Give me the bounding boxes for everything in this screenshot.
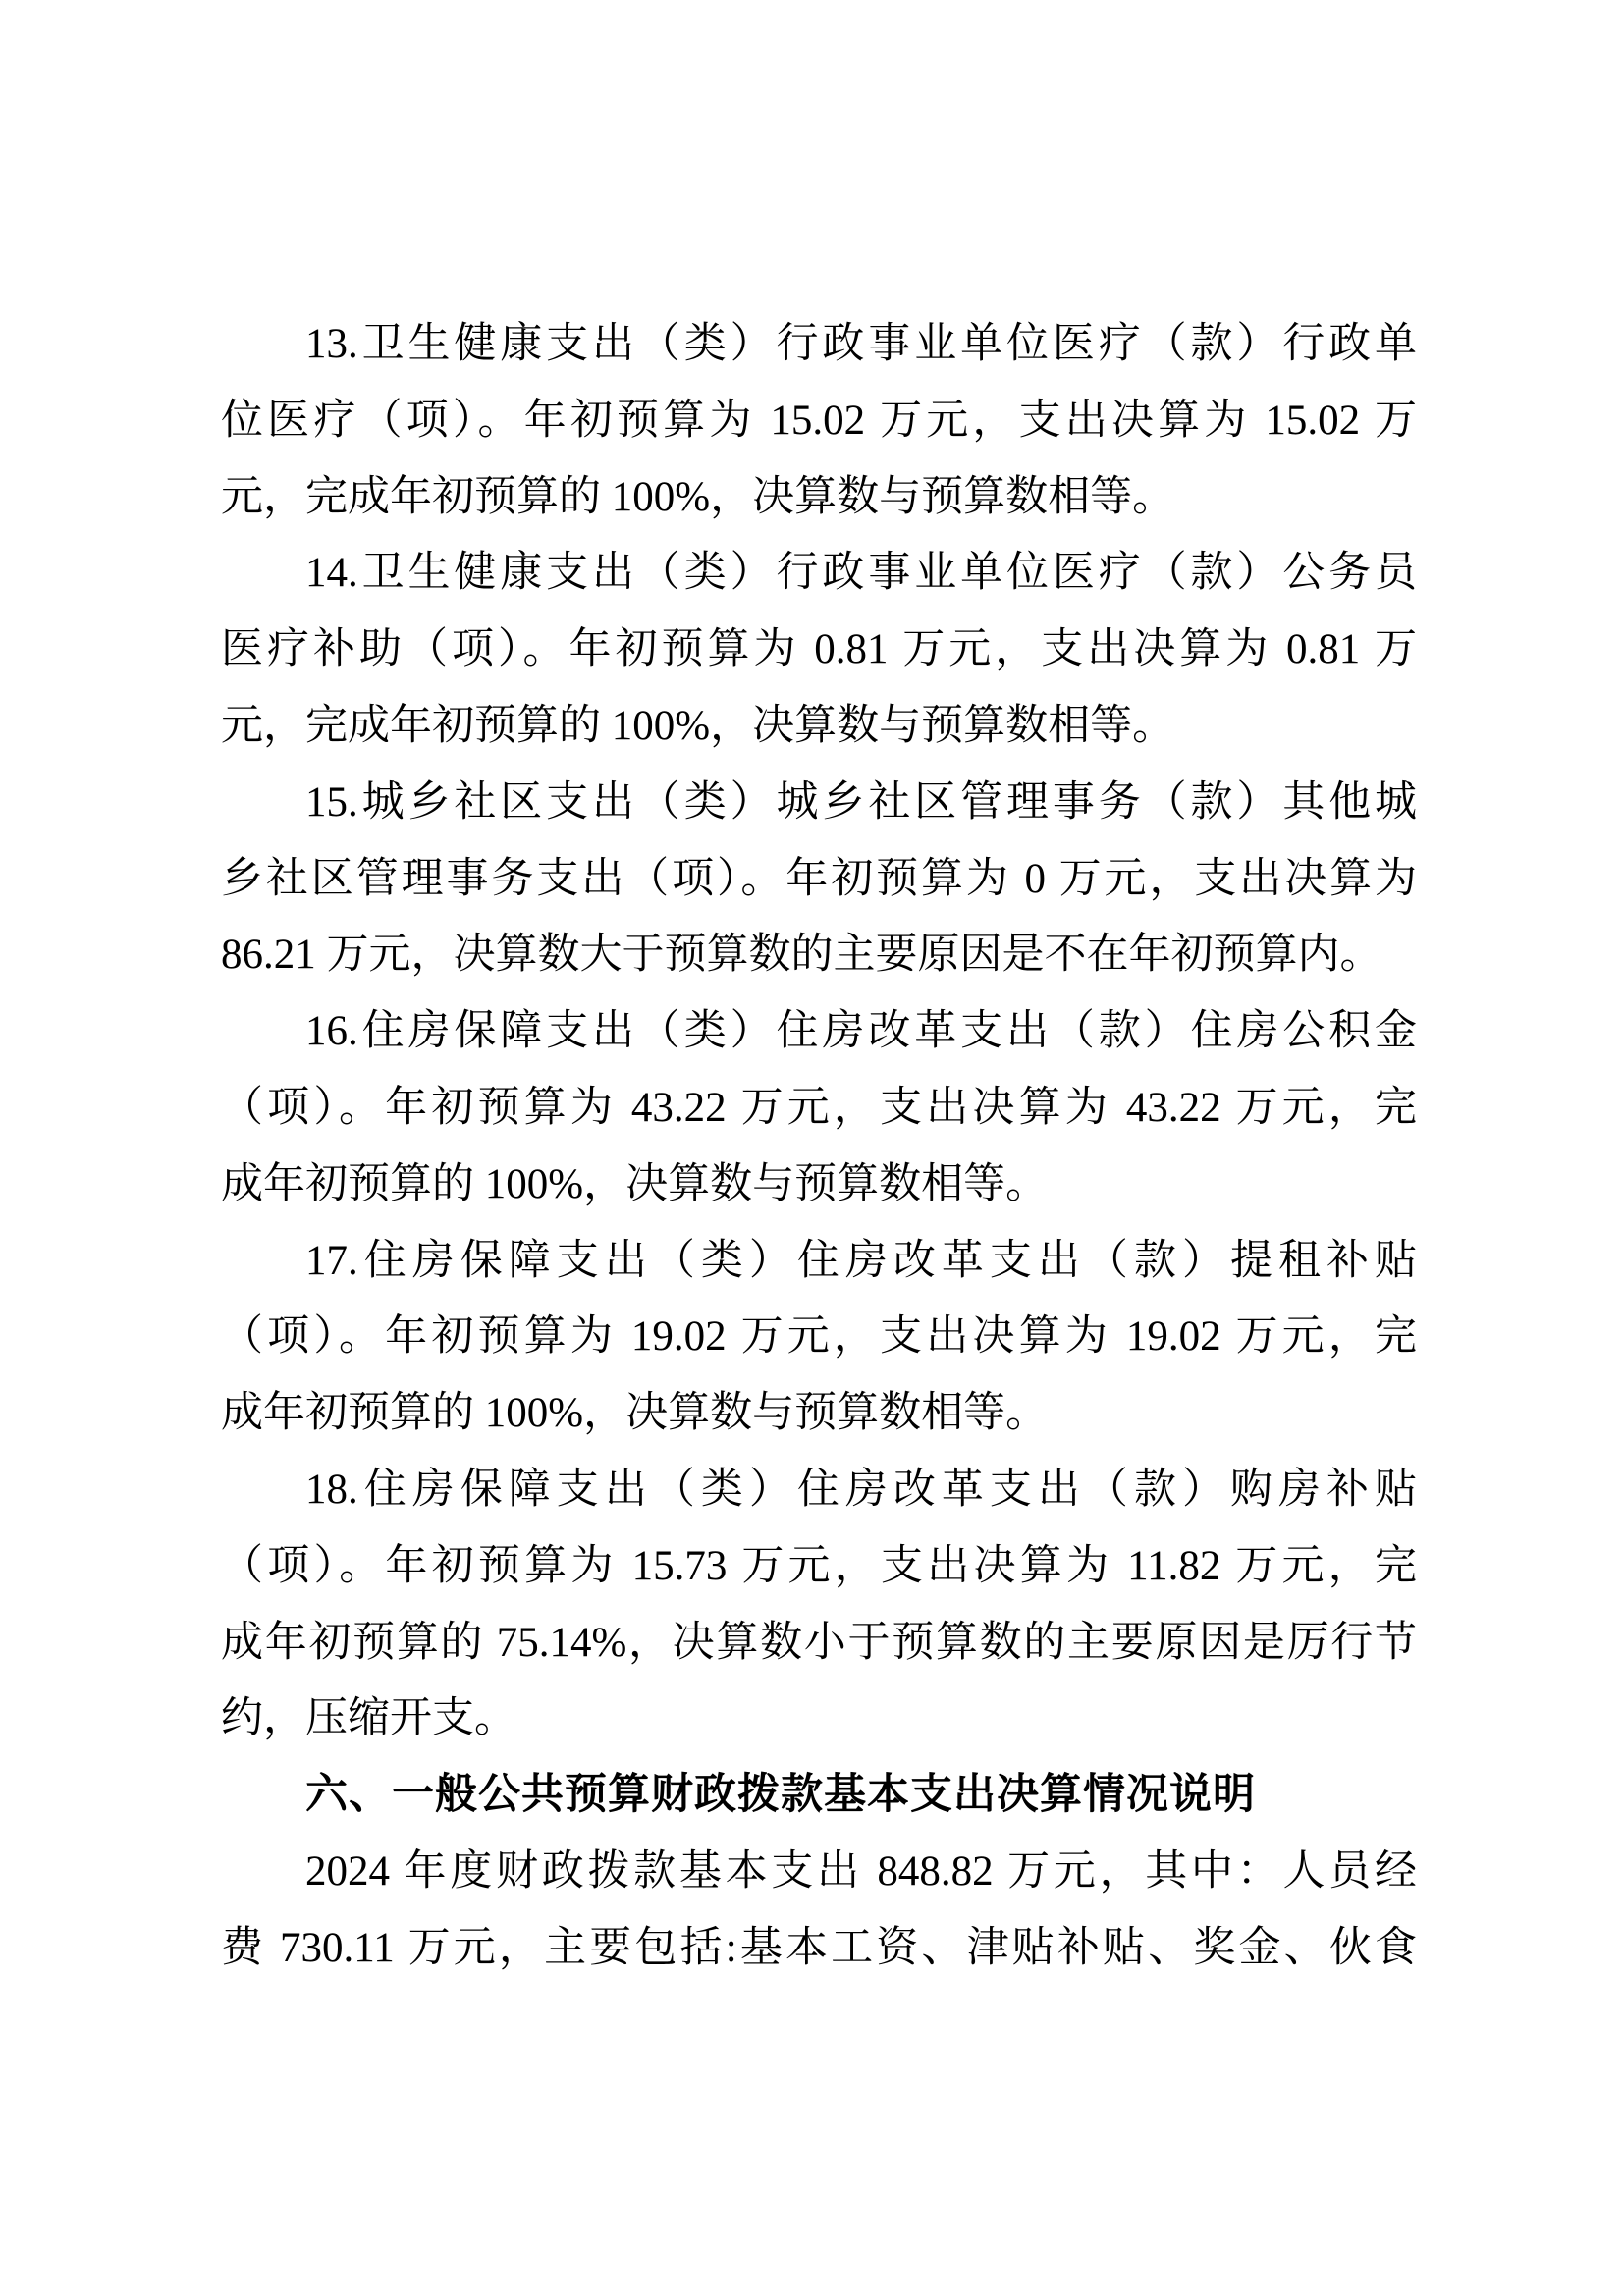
item-17-line-3: 成年初预算的 100%，决算数与预算数相等。 xyxy=(221,1390,1049,1437)
item-14-line-3: 元，完成年初预算的 100%，决算数与预算数相等。 xyxy=(221,702,1175,749)
item-13-line-1: 13.卫生健康支出（类）行政事业单位医疗（款）行政单 xyxy=(305,321,1417,367)
item-17-line-2: （项）。年初预算为 19.02 万元，支出决算为 19.02 万元，完 xyxy=(221,1313,1417,1361)
item-15-line-1: 15.城乡社区支出（类）城乡社区管理事务（款）其他城 xyxy=(305,778,1417,826)
item-16-line-3: 成年初预算的 100%，决算数与预算数相等。 xyxy=(221,1160,1049,1207)
page-text-block xyxy=(221,306,1417,1987)
section-6-heading: 六、一般公共预算财政拨款基本支出决算情况说明 xyxy=(305,1771,1256,1819)
item-13-line-3: 元，完成年初预算的 100%，决算数与预算数相等。 xyxy=(221,473,1175,520)
item-18-line-3: 成年初预算的 75.14%，决算数小于预算数的主要原因是厉行节 xyxy=(221,1619,1417,1666)
item-15-line-3: 86.21 万元，决算数大于预算数的主要原因是不在年初预算内。 xyxy=(221,932,1382,979)
item-18-line-1: 18.住房保障支出（类）住房改革支出（款）购房补贴 xyxy=(305,1466,1417,1513)
item-16-line-1: 16.住房保障支出（类）住房改革支出（款）住房公积金 xyxy=(305,1008,1417,1055)
item-18-line-2: （项）。年初预算为 15.73 万元，支出决算为 11.82 万元，完 xyxy=(221,1542,1417,1589)
item-15-line-2: 乡社区管理事务支出（项）。年初预算为 0 万元，支出决算为 xyxy=(221,855,1417,902)
item-14-line-2: 医疗补助（项）。年初预算为 0.81 万元，支出决算为 0.81 万 xyxy=(221,626,1417,673)
item-13-line-2: 位医疗（项）。年初预算为 15.02 万元，支出决算为 15.02 万 xyxy=(221,397,1417,444)
basic-expenditure-line-1: 2024 年度财政拨款基本支出 848.82 万元，其中：人员经 xyxy=(305,1847,1417,1895)
item-18-line-4: 约，压缩开支。 xyxy=(221,1695,516,1742)
item-14-line-1: 14.卫生健康支出（类）行政事业单位医疗（款）公务员 xyxy=(305,550,1417,597)
item-16-line-2: （项）。年初预算为 43.22 万元，支出决算为 43.22 万元，完 xyxy=(221,1084,1417,1131)
basic-expenditure-line-2: 费 730.11 万元，主要包括:基本工资、津贴补贴、奖金、伙食 xyxy=(221,1924,1417,1971)
item-17-line-1: 17.住房保障支出（类）住房改革支出（款）提租补贴 xyxy=(305,1237,1417,1284)
